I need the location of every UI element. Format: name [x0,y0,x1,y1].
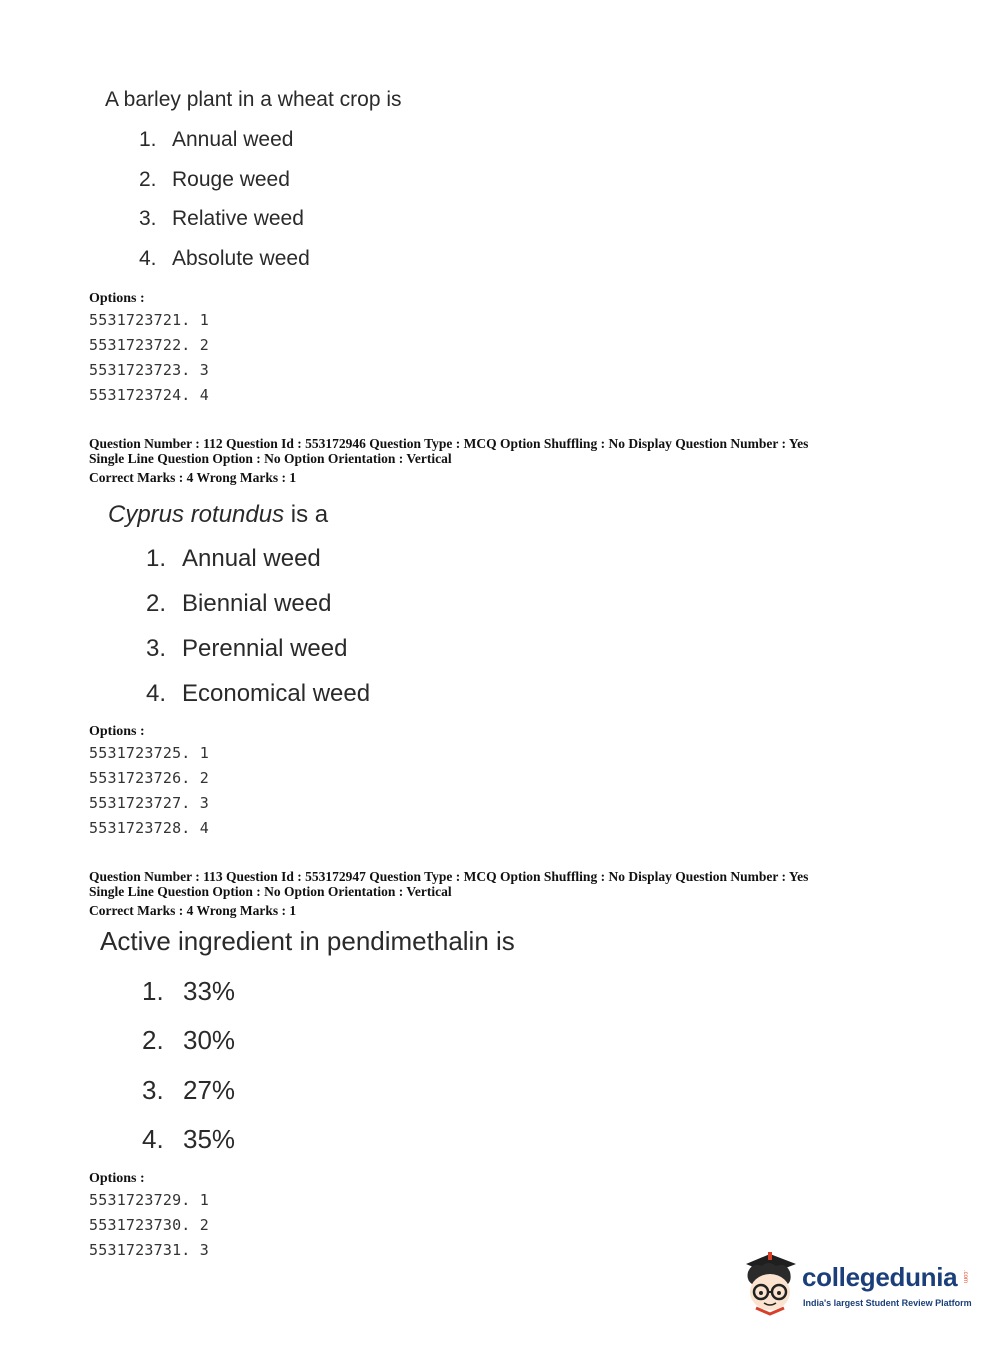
question-111-option-id-4: 5531723724. 4 [89,386,209,404]
question-113-option-3 [142,1075,235,1106]
option-text: Relative weed [172,207,304,230]
question-111-option-1 [139,128,293,152]
question-113-meta-line-2: Single Line Question Option : No Option Orientation : Vertical [89,884,452,899]
question-113-meta-line-1: Question Number : 113 Question Id : 553172947 Question Type : MCQ Option Shuffling : No Display Question Number : Yes [89,869,809,884]
question-111-option-id-2: 5531723722. 2 [89,336,209,354]
question-113-stem: Active ingredient in pendimethalin is [100,926,515,956]
logo-tagline: India's largest Student Review Platform [803,1298,972,1308]
question-112-option-3 [146,635,347,663]
option-text: Perennial weed [182,635,348,662]
option-text: 35% [183,1124,236,1154]
collegedunia-logo[interactable] [740,1250,980,1320]
stem-rest: is a [284,501,329,528]
question-111-option-id-3: 5531723723. 3 [89,361,209,379]
option-text: Biennial weed [182,590,332,617]
question-111-options-heading: Options : [89,291,145,306]
question-112-option-id-2: 5531723726. 2 [89,769,209,787]
option-number: 2. [142,1025,164,1055]
question-111-option-id-1: 5531723721. 1 [89,311,209,329]
option-number: 2. [139,168,157,191]
option-text: Economical weed [182,680,371,707]
option-text: 30% [183,1025,236,1055]
question-112-option-4 [146,680,370,708]
option-number: 1. [146,545,167,572]
option-number: 3. [146,635,167,662]
option-number: 4. [139,247,157,270]
option-number: 1. [142,976,164,1006]
option-number: 3. [139,207,157,230]
species-name: Cyprus rotundus [108,501,285,528]
option-text: Rouge weed [172,168,290,191]
question-113-option-id-3: 5531723731. 3 [89,1241,209,1259]
option-text: Absolute weed [172,247,310,270]
question-112-option-2 [146,590,331,618]
option-number: 4. [146,680,167,707]
question-112-stem [108,501,328,529]
question-112-meta-line-1: Question Number : 112 Question Id : 553172946 Question Type : MCQ Option Shuffling : No Display Question Number : Yes [89,436,809,451]
mascot-icon [740,1250,802,1316]
option-number: 3. [142,1075,164,1105]
question-112-options-heading: Options : [89,724,145,739]
question-111-option-4 [139,247,310,271]
question-112-option-id-4: 5531723728. 4 [89,819,209,837]
question-111-option-2 [139,168,290,192]
option-number: 1. [139,128,157,151]
question-113-option-2 [142,1025,235,1056]
question-113-option-1 [142,976,235,1007]
question-112-marks: Correct Marks : 4 Wrong Marks : 1 [89,470,297,485]
question-112-option-1 [146,545,321,573]
logo-wordmark: collegedunia [802,1262,958,1292]
option-text: 33% [183,976,236,1006]
option-text: Annual weed [182,545,321,572]
question-113-marks: Correct Marks : 4 Wrong Marks : 1 [89,903,297,918]
question-111-option-3 [139,207,304,231]
question-111-stem: A barley plant in a wheat crop is [105,88,402,111]
logo-suffix: .com [962,1270,968,1284]
question-112-meta-line-2: Single Line Question Option : No Option Orientation : Vertical [89,451,452,466]
question-113-option-id-2: 5531723730. 2 [89,1216,209,1234]
option-number: 2. [146,590,167,617]
question-112-option-id-1: 5531723725. 1 [89,744,209,762]
question-113-option-id-1: 5531723729. 1 [89,1191,209,1209]
option-text: 27% [183,1075,236,1105]
question-112-option-id-3: 5531723727. 3 [89,794,209,812]
option-text: Annual weed [172,128,294,151]
question-113-options-heading: Options : [89,1171,145,1186]
question-113-option-4 [142,1124,235,1155]
option-number: 4. [142,1124,164,1154]
